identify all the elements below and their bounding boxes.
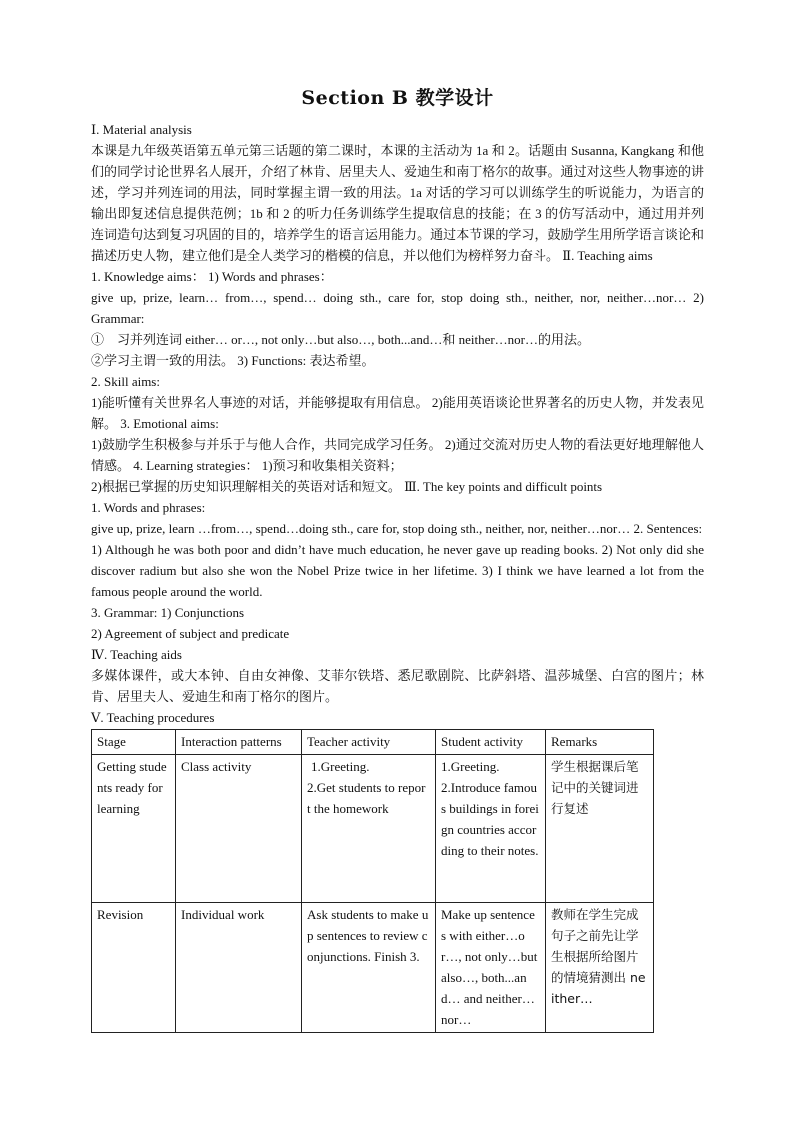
table-header-cell: Interaction patterns [176,730,302,755]
student-step: 1.Greeting. [441,759,500,774]
section-heading: Ⅲ. The key points and difficult points [404,479,603,494]
table-row [92,903,654,1033]
teaching-aims-section [91,266,704,497]
words-phrases-text: give up, prize, learn… from…, spend… doing sth., care for, stop doing sth., neither, nor, neither…nor… [91,290,687,305]
grammar-functions-line [91,350,704,371]
section-heading: Ⅰ. Material analysis [91,122,192,137]
table-header-cell: Teacher activity [302,730,436,755]
emotional-aim-2: 2)通过交流对历史人物的看法更好地理解他人情感。 [91,437,704,473]
teacher-step: 1.Greeting. [311,759,370,774]
material-analysis-paragraph [91,140,704,266]
interaction-cell: Individual work [176,903,302,1033]
kp-words-heading: 1. Words and phrases: [91,500,206,515]
teacher-activity-cell: Ask students to make up sentences to review conjunctions. Finish 3. [302,903,436,1033]
grammar-label: 2) Grammar: [91,290,704,326]
document-title: Section B 教学设计 [301,87,494,109]
kp-words-line [91,518,704,539]
remarks-cell: 教师在学生完成句子之前先让学生根据所给图片的情境猜测出 neither… [546,903,654,1033]
skill-aim-2: 2)能用英语谈论世界著名的历史人物，并发表见解。 [91,395,704,431]
stage-cell: Getting students ready for learning [92,755,176,903]
key-points-section [91,497,704,644]
interaction-cell: Class activity [176,755,302,903]
section-heading: Ⅳ. Teaching aids [91,647,182,662]
student-activity-cell [436,755,546,903]
table-header-cell: Stage [92,730,176,755]
kp-grammar-1: 1) Conjunctions [160,605,245,620]
procedures-table [91,729,654,1033]
grammar-item-2: ②学习主谓一致的用法。 [91,353,235,368]
section-heading: Ⅴ. Teaching procedures [91,710,215,725]
student-activity-cell: Make up sentences with either…or…, not only…but also…, both...and… and neither…nor… [436,903,546,1033]
stage-cell: Revision [92,903,176,1033]
grammar-item-1: ① 习并列连词 either… or…, not only…but also…, both...and…和 neither…nor…的用法。 [91,332,591,347]
knowledge-aims-heading: 1. Knowledge aims： [91,269,205,284]
table-header-cell: Student activity [436,730,546,755]
teacher-activity-cell [302,755,436,903]
knowledge-aims-line [91,266,704,287]
teaching-aids-text: 多媒体课件，或大本钟、自由女神像、艾菲尔铁塔、悉尼歌剧院、比萨斜塔、温莎城堡、白宫的图片；林肯、居里夫人、爱迪生和南丁格尔的图片。 [91,668,704,704]
skill-aim-1: 1)能听懂有关世界名人事迹的对话，并能够提取有用信息。 [91,395,429,410]
words-phrases-label: 1) Words and phrases： [207,269,333,284]
student-step: 2.Introduce famous buildings in foreign countries according to their notes. [441,780,539,858]
teaching-aids-section [91,644,704,707]
kp-grammar-line [91,602,704,623]
emotional-aims-heading: 3. Emotional aims: [120,416,219,431]
kp-sentences-paragraph [91,539,704,602]
table-header-row [92,730,654,755]
emotional-aim-1: 1)鼓励学生积极参与并乐于与他人合作，共同完成学习任务。 [91,437,442,452]
material-analysis-text: 本课是九年级英语第五单元第三话题的第二课时，本课的主活动为 1a 和 2。话题由 Susanna, Kangkang 和他们的同学讨论世界名人展开，介绍了林肯、居里夫人、爱迪生和南丁格尔的故事。通过对这些人物事迹的讲述，学习并列连词的用法，同时掌握主谓一致的用法。1a 对话的学习可以训练学生的听说能力，为语言的输出即复述信息提供范例；1b 和 2 的听力任务训练学生提取信息的技能；在 3 的仿写活动中，通过用并列连词造句达到复习巩固的目的，培养学生的语言运用能力。通过本节课的学习，鼓励学生用所学语言谈论和描述历史人物，建立他们是全人类学习的楷模的信息，并以他们为榜样努力奋斗。 [91,143,704,263]
emotional-aims-line [91,434,704,476]
teaching-procedures-section [91,707,704,1033]
teacher-step: 2.Get students to report the homework [307,780,426,816]
table-row [92,755,654,903]
skill-aims-heading: 2. Skill aims: [91,374,160,389]
kp-grammar-heading: 3. Grammar: [91,605,158,620]
kp-sentences-heading: 2. Sentences: [633,521,703,536]
table-header-cell: Remarks [546,730,654,755]
learning-strategy-1: 1)预习和收集相关资料； [261,458,403,473]
words-phrases-line [91,287,704,329]
document-page [91,86,704,1033]
material-analysis-section [91,119,704,266]
kp-sentence-2: 2) Not only did she discover radium but also she won the Nobel Prize twice in her lifetime. [91,542,705,578]
kp-sentence-3: 3) I think we have learned a lot from the famous people around the world. [91,563,705,599]
learning-strategies-heading: 4. Learning strategies： [133,458,259,473]
kp-words-text: give up, prize, learn …from…, spend…doing sth., care for, stop doing sth., neither, nor, neither…nor… [91,521,631,536]
remarks-cell: 学生根据课后笔记中的关键词进行复述 [546,755,654,903]
skill-aims-line [91,392,704,434]
section-heading: Ⅱ. Teaching aims [562,248,653,263]
kp-grammar-2: 2) Agreement of subject and predicate [91,626,290,641]
kp-sentence-1: 1) Although he was both poor and didn’t have much education, he never gave up reading books. [91,542,598,557]
learning-strategy-2: 2)根据已掌握的历史知识理解相关的英语对话和短文。 [91,479,401,494]
strategies-keypoints-line [91,476,704,497]
functions-text: 3) Functions: 表达希望。 [237,353,375,368]
